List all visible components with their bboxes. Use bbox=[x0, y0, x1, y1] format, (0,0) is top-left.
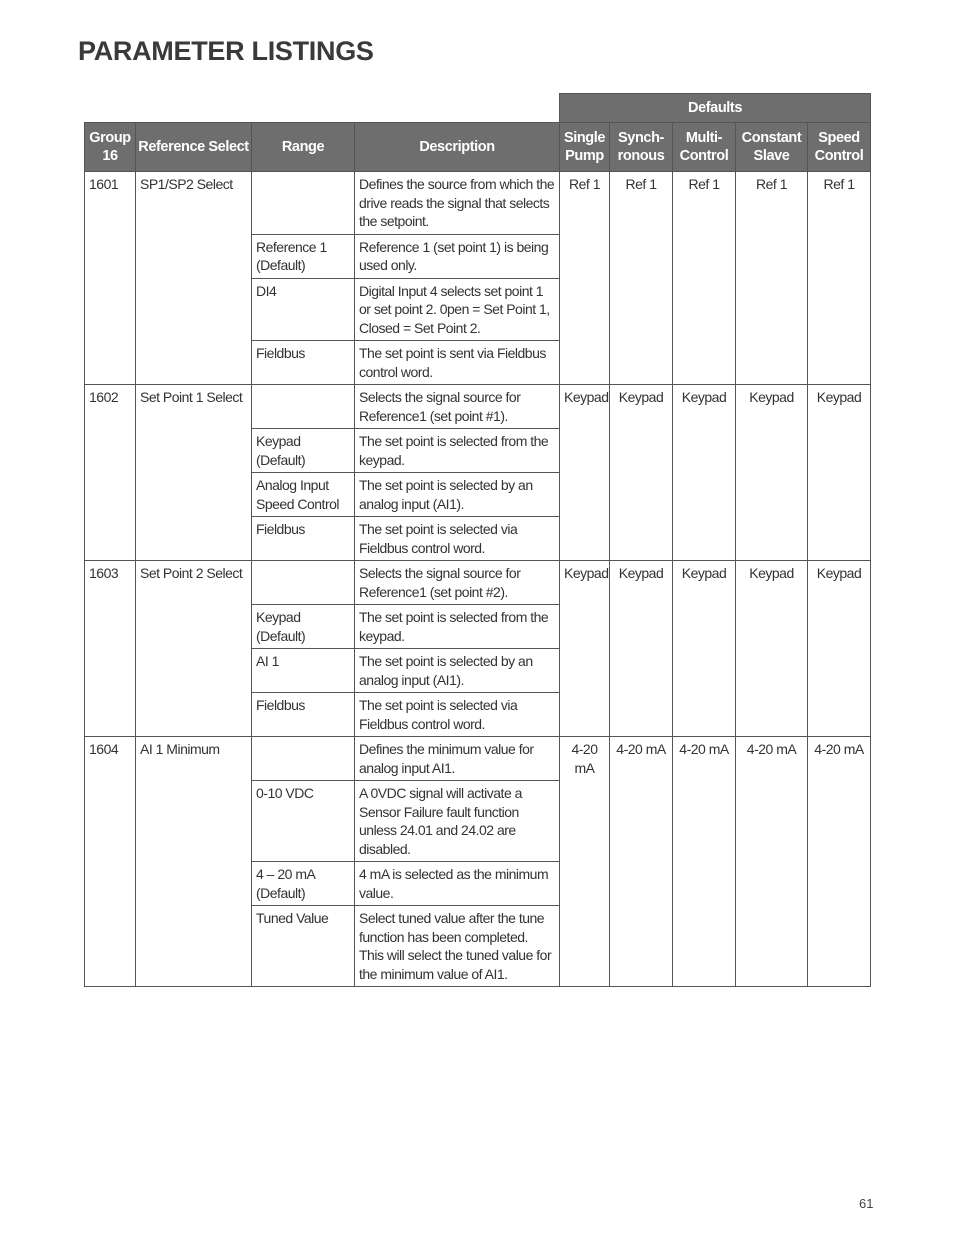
default-multi-control: Ref 1 bbox=[673, 172, 736, 385]
col-header-constant-slave: Constant Slave bbox=[736, 123, 808, 172]
defaults-header-row bbox=[85, 94, 871, 123]
range-cell: Reference 1 (Default) bbox=[252, 234, 355, 278]
default-synchronous: Ref 1 bbox=[610, 172, 673, 385]
default-multi-control: Keypad bbox=[673, 561, 736, 737]
header-spacer bbox=[85, 94, 560, 123]
range-cell: AI 1 bbox=[252, 649, 355, 693]
description-cell: Selects the signal source for Reference1 (set point #1). bbox=[355, 385, 560, 429]
page-number: 61 bbox=[859, 1196, 874, 1211]
col-header-speed-control: Speed Control bbox=[808, 123, 871, 172]
range-cell bbox=[252, 737, 355, 781]
range-cell: DI4 bbox=[252, 278, 355, 341]
description-cell: Reference 1 (set point 1) is being used only. bbox=[355, 234, 560, 278]
default-speed-control: Keypad bbox=[808, 561, 871, 737]
parameter-name: Set Point 1 Select bbox=[136, 385, 252, 561]
description-cell: The set point is selected from the keypad. bbox=[355, 605, 560, 649]
range-cell bbox=[252, 172, 355, 235]
default-single-pump: Keypad bbox=[560, 385, 610, 561]
default-speed-control: 4-20 mA bbox=[808, 737, 871, 987]
range-cell: Analog Input Speed Control bbox=[252, 473, 355, 517]
parameter-number: 1601 bbox=[85, 172, 136, 385]
col-header-synchronous: Synch- ronous bbox=[610, 123, 673, 172]
page-title: PARAMETER LISTINGS bbox=[78, 36, 374, 66]
column-header-row bbox=[85, 123, 871, 172]
col-header-description: Description bbox=[355, 123, 560, 172]
col-header-range: Range bbox=[252, 123, 355, 172]
default-constant-slave: Keypad bbox=[736, 561, 808, 737]
description-cell: The set point is sent via Fieldbus control word. bbox=[355, 341, 560, 385]
default-multi-control: 4-20 mA bbox=[673, 737, 736, 987]
default-single-pump: Ref 1 bbox=[560, 172, 610, 385]
description-cell: A 0VDC signal will activate a Sensor Failure fault function unless 24.01 and 24.02 are disabled. bbox=[355, 781, 560, 862]
col-header-multi-control: Multi- Control bbox=[673, 123, 736, 172]
default-synchronous: Keypad bbox=[610, 385, 673, 561]
range-cell: 0-10 VDC bbox=[252, 781, 355, 862]
description-cell: The set point is selected by an analog input (AI1). bbox=[355, 649, 560, 693]
default-speed-control: Keypad bbox=[808, 385, 871, 561]
description-cell: The set point is selected via Fieldbus control word. bbox=[355, 517, 560, 561]
table-row bbox=[85, 172, 871, 235]
range-cell: Keypad (Default) bbox=[252, 605, 355, 649]
range-cell: Fieldbus bbox=[252, 341, 355, 385]
default-multi-control: Keypad bbox=[673, 385, 736, 561]
description-cell: 4 mA is selected as the minimum value. bbox=[355, 862, 560, 906]
parameter-name: Set Point 2 Select bbox=[136, 561, 252, 737]
table-row bbox=[85, 561, 871, 605]
default-constant-slave: 4-20 mA bbox=[736, 737, 808, 987]
default-constant-slave: Ref 1 bbox=[736, 172, 808, 385]
parameter-name: AI 1 Minimum bbox=[136, 737, 252, 987]
parameter-number: 1603 bbox=[85, 561, 136, 737]
parameter-number: 1602 bbox=[85, 385, 136, 561]
default-single-pump: 4-20 mA bbox=[560, 737, 610, 987]
parameter-number: 1604 bbox=[85, 737, 136, 987]
range-cell bbox=[252, 561, 355, 605]
range-cell bbox=[252, 385, 355, 429]
range-cell: Keypad (Default) bbox=[252, 429, 355, 473]
description-cell: The set point is selected via Fieldbus control word. bbox=[355, 693, 560, 737]
default-single-pump: Keypad bbox=[560, 561, 610, 737]
parameter-name: SP1/SP2 Select bbox=[136, 172, 252, 385]
range-cell: Tuned Value bbox=[252, 906, 355, 987]
default-constant-slave: Keypad bbox=[736, 385, 808, 561]
table-row bbox=[85, 385, 871, 429]
description-cell: Defines the source from which the drive reads the signal that selects the setpoint. bbox=[355, 172, 560, 235]
description-cell: The set point is selected from the keypad. bbox=[355, 429, 560, 473]
default-synchronous: 4-20 mA bbox=[610, 737, 673, 987]
description-cell: Select tuned value after the tune function has been completed. This will select the tuned value for the minimum value of AI1. bbox=[355, 906, 560, 987]
table-row bbox=[85, 737, 871, 781]
description-cell: Digital Input 4 selects set point 1 or set point 2. 0pen = Set Point 1, Closed = Set Point 2. bbox=[355, 278, 560, 341]
parameter-table bbox=[84, 93, 871, 987]
range-cell: Fieldbus bbox=[252, 693, 355, 737]
col-header-group: Group 16 bbox=[85, 123, 136, 172]
description-cell: The set point is selected by an analog input (AI1). bbox=[355, 473, 560, 517]
defaults-header: Defaults bbox=[560, 94, 871, 123]
default-speed-control: Ref 1 bbox=[808, 172, 871, 385]
default-synchronous: Keypad bbox=[610, 561, 673, 737]
range-cell: 4 – 20 mA (Default) bbox=[252, 862, 355, 906]
description-cell: Selects the signal source for Reference1 (set point #2). bbox=[355, 561, 560, 605]
col-header-single-pump: Single Pump bbox=[560, 123, 610, 172]
col-header-reference-select: Reference Select bbox=[136, 123, 252, 172]
description-cell: Defines the minimum value for analog input AI1. bbox=[355, 737, 560, 781]
range-cell: Fieldbus bbox=[252, 517, 355, 561]
